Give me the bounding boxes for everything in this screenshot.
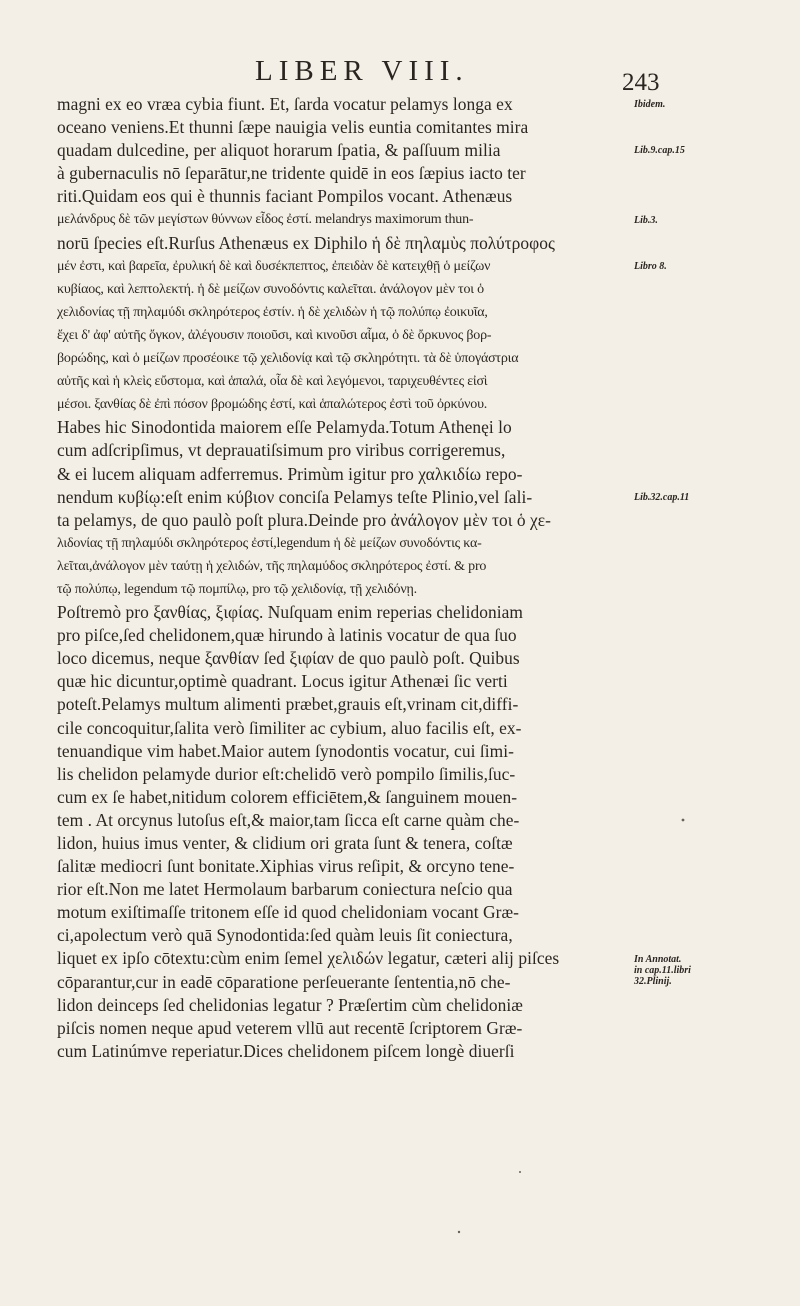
running-head: LIBER VIII. [255,55,469,87]
main-text-column [57,93,629,1063]
text-line: βορώδης, καὶ ὁ μείζων προσέοικε τῷ χελιδονίᾳ καὶ τῷ σκληρότητι. τὰ δὲ ὑπογάστρια [57,351,519,367]
margin-note-line: Ibidem. [634,99,666,110]
text-line: quæ hic dicuntur,optimè quadrant. Locus igitur Athenæi ſic verti [57,671,508,692]
text-line: tem . At orcynus lutoſus eſt,& maior,tam ſicca eſt carne quàm che- [57,809,520,830]
text-line: Poſtremò pro ξανθίας, ξιφίας. Nuſquam enim reperias chelidoniam [57,602,523,623]
text-line: lis chelidon pelamyde durior eſt:chelidō verò pompilo ſimilis,ſuc- [57,763,516,784]
text-line: χελιδονίας τῇ πηλαμύδι σκληρότερος ἐστίν. ἡ δὲ χελιδὼν ἡ τῷ πολύπῳ ἐοικυῖα, [57,304,488,320]
text-line: μέν ἐστι, καὶ βαρεῖα, ἐρυλική δὲ καὶ δυσέκπεπτος, ἐπειδὰν δὲ κατειχθῇ ὁ μείζων [57,258,491,274]
margin-note-line: Lib.9.cap.15 [634,145,685,157]
text-line: motum exiſtimaſſe tritonem eſſe id quod chelidoniam vocant Græ- [57,902,519,923]
margin-note [634,492,794,503]
text-line: cum ex ſe habet,nitidum colorem efficiētem,& ſanguinem mouen- [57,786,518,807]
margin-note [634,261,794,272]
text-line: piſcis nomen neque apud veterem vllū aut recentē ſcriptorem Græ- [57,1017,523,1038]
text-line: λιδονίας τῇ πηλαμύδι σκληρότερος ἐστί,legendum ἡ δὲ μείζων συνοδόντις κα- [57,535,482,551]
text-line: nendum κυβίῳ:eſt enim κύβιον conciſa Pelamys teſte Plinio,vel ſali- [57,486,533,507]
text-line: rior eſt.Non me latet Hermolaum barbarum coniectura neſcio qua [57,879,513,900]
text-line: ci,apolectum verò quā Synodontida:ſed quàm leuis ſit coniectura, [57,925,513,946]
text-line: Habes hic Sinodontida maiorem eſſe Pelamyda.Totum Athenęi lo [57,417,512,438]
margin-note [634,145,794,156]
page-header [0,55,800,95]
margin-note-line: Lib.32.cap.11 [634,491,690,503]
text-line: loco dicemus, neque ξανθίαν ſed ξιφίαν de quo paulò poſt. Quibus [57,648,520,669]
margin-note-line: Lib.3. [634,214,658,226]
text-line: poteſt.Pelamys multum alimenti præbet,grauis eſt,vrinam cit,diffi- [57,694,519,715]
margin-note-line: 32.Plinij. [634,975,672,987]
text-line: cōparantur,cur in eadē cōparatione perſeuerante ſententia,nō che- [57,971,511,992]
text-line: oceano veniens.Et thunni ſæpe nauigia velis euntia comitantes mira [57,117,529,138]
text-line: cile concoquitur,ſalita verò ſimiliter ac cybium, aluo facilis eſt, ex- [57,717,522,738]
text-line: αὐτῆς καὶ ἡ κλεὶς εὔστομα, καὶ ἁπαλά, οἷα δὲ καὶ λεγόμενοι, ταριχευθέντες εἰσὶ [57,374,488,390]
margin-note [634,215,794,226]
text-line: tenuandique vim habet.Maior autem ſynodontis vocatur, cui ſimi- [57,740,514,761]
text-line: μελάνδρυς δὲ τῶν μεγίστων θύννων εἶδος ἐστί. melandrys maximorum thun- [57,212,474,228]
text-line: magni ex eo vræa cybia fiunt. Et, ſarda vocatur pelamys longa ex [57,94,513,114]
ink-speck [458,1231,460,1233]
text-line: norū ſpecies eſt.Rurſus Athenæus ex Diphilo ἡ δὲ πηλαμὺς πολύτροφος [57,232,555,253]
text-line: ta pelamys, de quo paulò poſt plura.Deinde pro ἀνάλογον μὲν τοι ὁ χε- [57,509,551,530]
margin-note-line: Libro 8. [634,260,667,272]
text-line: liquet ex ipſo cōtextu:cùm enim ſemel χελιδών legatur, cæteri alij piſces [57,948,560,969]
text-line: pro piſce,ſed chelidonem,quæ hirundo à latinis vocatur de qua ſuo [57,625,517,646]
margin-note [634,954,794,987]
margin-note-line: In Annotat. [634,953,682,965]
text-line: quadam dulcedine, per aliquot horarum ſpatia, & paſſuum milia [57,140,501,161]
margin-note [634,99,794,110]
text-line: lidon, huius imus venter, & clidium ori grata ſunt & tenera, coſtæ [57,833,513,853]
text-line: & ei lucem aliquam adferremus. Primùm igitur pro χαλκιδίω repo- [57,463,523,484]
text-line: μέσοι. ξανθίας δὲ ἐπὶ πόσον βρομώδης ἐστί, καὶ ἁπαλώτερος ἐστὶ τοῦ ὀρκύνου. [57,397,488,413]
text-line: à gubernaculis nō ſeparātur,ne tridente quidē in eos ſæpius iacto ter [57,163,526,184]
ink-speck [519,1171,521,1173]
text-line: τῷ πολύπῳ, legendum τῷ πομπίλῳ, pro τῷ χελιδονίᾳ, τῇ χελιδόνῃ. [57,581,417,597]
text-line: lidon deinceps ſed chelidonias legatur ? Præſertim cùm chelidoniæ [57,994,523,1015]
text-line: cum adſcripſimus, vt deprauatiſsimum pro viribus corrigeremus, [57,440,506,461]
text-line: κυβίαος, καὶ λεπτολεκτή. ἡ δὲ μείζων συνοδόντις καλεῖται. ἀνάλογον μὲν τοι ὁ [57,281,484,297]
text-line: λεῖται,ἀνάλογον μὲν ταύτῃ ἡ χελιδών, τῆς πηλαμύδος σκληρότερος ἐστί. & pro [57,558,487,574]
text-line: ἔχει δ' ἀφ' αὐτῆς ὄγκον, ἀλέγουσιν ποιοῦσι, καὶ κινοῦσι αἷμα, ὁ δὲ ὄρκυνος βορ- [57,327,492,343]
text-line: cum Latinúmve reperiatur.Dices chelidonem piſcem longè diuerſi [57,1040,515,1061]
ink-speck [682,819,685,822]
page-number: 243 [622,69,660,96]
margin-note-line: in cap.11.libri [634,964,691,976]
text-line: ſalitæ mediocri ſunt bonitate.Xiphias virus reſipit, & orcyno tene- [57,856,515,877]
text-line: riti.Quidam eos qui è thunnis faciant Pompilos vocant. Athenæus [57,186,513,207]
